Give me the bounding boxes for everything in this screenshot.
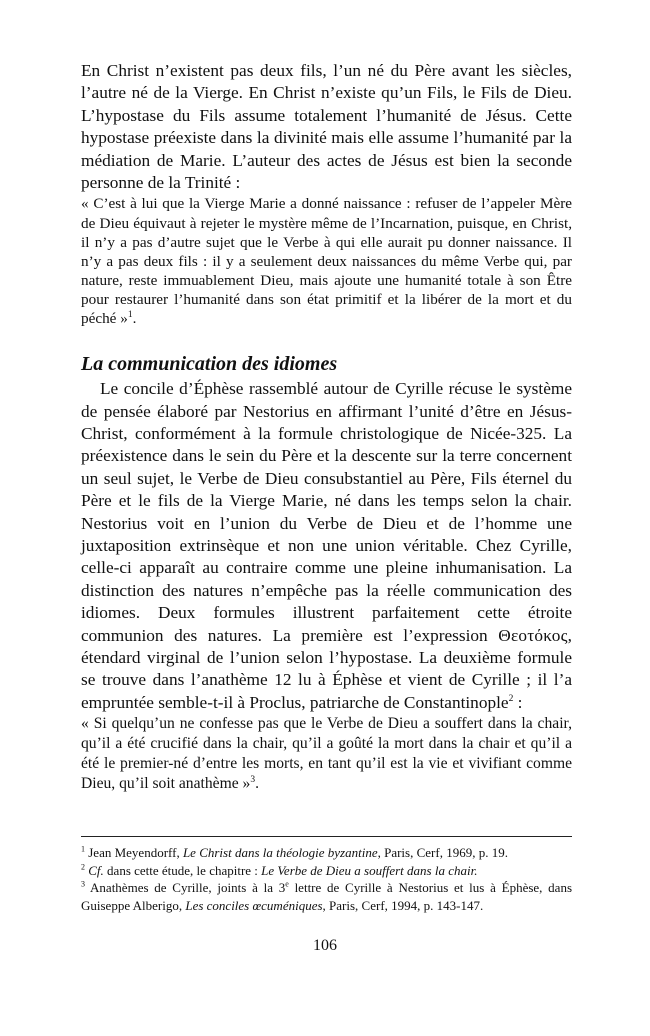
footnote-ref-3[interactable]: 3 xyxy=(250,775,256,785)
footnote-3-text-middle: lettre de Cyrille à Nestorius et lus à Éphèse, dans Guiseppe Alberigo, xyxy=(81,880,573,913)
page-number: 106 xyxy=(313,937,337,954)
page-body xyxy=(81,60,572,794)
footnote-2-title: Le Verbe de Dieu a souffert dans la chair. xyxy=(261,862,478,878)
section-paragraph-part-1: Le concile d’Éphèse rassemblé autour de Cyrille récuse le système de pensée élaboré par Nestorius en affirmant l’unité d’être en Jésus-Christ, conformément à la formule christologique de Nicée-325. La préexistence dans le sein du Père et la descente sur la terre concernent un seul sujet, le Verbe de Dieu consubstantiel au Père, Fils éternel du Père et le fils de la Vierge Marie, né dans les temps selon la chair. Nestorius voit en l’union du Verbe de Dieu et de l’homme une juxtaposition extrinsèque et non une union véritable. Chez Cyrille, celle-ci apparaît au contraire comme une pleine inhumanisation. La distinction des natures n’empêche pas la réelle communication des idiomes. Deux formules illustrent parfaitement cette étroite communion des natures. La première est l’expression xyxy=(81,379,572,645)
footnote-2-text: dans cette étude, le chapitre : xyxy=(103,862,262,878)
footnote-1-number: 1 xyxy=(81,844,85,854)
footnote-2-cf: Cf. xyxy=(88,862,104,878)
greek-term: Θεοτόκος xyxy=(498,625,568,645)
block-quote-2 xyxy=(81,714,572,794)
footnote-1-title: Le Christ dans la théologie byzantine xyxy=(182,845,378,860)
footnote-ref-1[interactable]: 1 xyxy=(127,309,133,320)
section-paragraph-part-3: : xyxy=(513,692,523,712)
footnote-2-number: 2 xyxy=(81,862,85,872)
quote-1-text: « C’est à lui que la Vierge Marie a donné naissance : refuser de l’appeler Mère de Dieu équivaut à rejeter le mystère même de l’Incarnation, puisque, en Christ, il n’y a pas d’autre sujet que le Verbe à qui elle aurait pu donner naissance. Il n’y a pas deux fils : il y a seulement deux naissances du même Verbe qui, par nature, reste immuablement Dieu, mais ajoute une humanité totale à son Être pour restaurer l’humanité dans son état primitif et la libérer de la mort et du péché » xyxy=(81,195,572,327)
footnote-1-text-end: , Paris, Cerf, 1969, p. 19. xyxy=(377,845,508,860)
footnote-3-ordinal: e xyxy=(285,879,289,889)
footnotes xyxy=(81,836,572,914)
intro-paragraph: En Christ n’existent pas deux fils, l’un né du Père avant les siècles, l’autre né de la Vierge. En Christ n’existe qu’un Fils, le Fils de Dieu. L’hypostase du Fils assume totalement l’humanité de Jésus. Cette hypostase préexiste dans la divinité mais elle assume l’humanité par la médiation de Marie. L’auteur des actes de Jésus est bien la seconde personne de la Trinité : xyxy=(81,61,572,193)
footnote-3 xyxy=(81,879,572,914)
section-heading: La communication des idiomes xyxy=(81,353,338,376)
footnote-1 xyxy=(81,844,572,862)
quote-2-text: « Si quelqu’un ne confesse pas que le Verbe de Dieu a souffert dans la chair, qu’il a été crucifié dans la chair, qu’il a goûté la mort dans la chair et qu’il a été le premier-né d’entre les morts, en tant qu’il est la vie et vivifiant comme Dieu, qu’il soit anathème » xyxy=(81,715,572,793)
footnote-2 xyxy=(81,862,572,880)
footnote-ref-2[interactable]: 2 xyxy=(508,694,514,705)
section-paragraph-part-2: , étendard virginal de l’union selon l’hypostase. La deuxième formule se trouve dans l’anathème 12 lu à Éphèse et vient de Cyrille ; il l’a empruntée semble-t-il à Proclus, patriarche de Constantinople xyxy=(81,625,572,712)
footnote-1-text: Jean Meyendorff, xyxy=(85,845,183,860)
quote-2-end: . xyxy=(255,775,259,793)
footnote-3-number: 3 xyxy=(81,879,85,889)
footnote-3-text: Anathèmes de Cyrille, joints à la 3 xyxy=(85,880,286,895)
footnote-3-text-end: , Paris, Cerf, 1994, p. 143-147. xyxy=(322,897,484,913)
footnote-3-title: Les conciles œcuméniques xyxy=(185,897,323,913)
section-paragraph xyxy=(81,378,572,714)
block-quote-1: « C’est à lui que la Vierge Marie a donné naissance : refuser de l’appeler Mère de Dieu équivaut à rejeter le mystère même de l’Incarnation, puisque, en Christ, il n’y a pas d’autre sujet que le Verbe à qui elle aurait pu donner naissance. Il n’y a pas deux fils : il y a seulement deux naissances du même Verbe qui, par nature, reste immuablement Dieu, mais ajoute une humanité totale à son Être pour restaurer l’humanité dans son état primitif et la libérer de la mort et du péché »$^1$. xyxy=(81,195,572,327)
